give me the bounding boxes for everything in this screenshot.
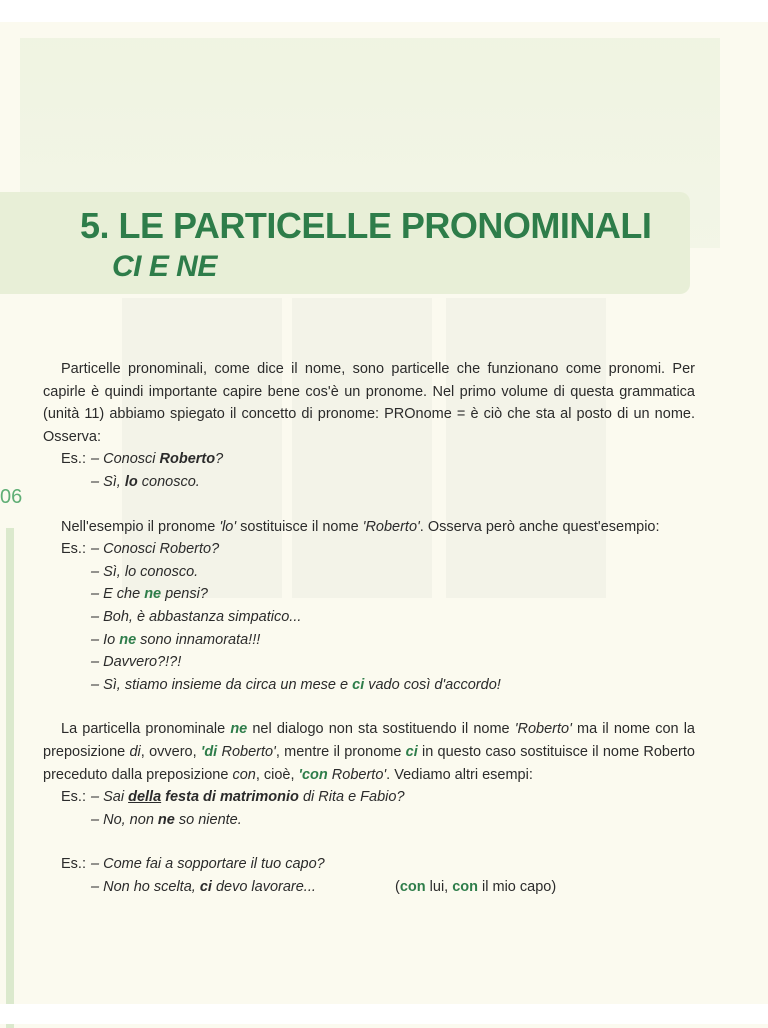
- example-line: [43, 606, 695, 629]
- scan-bottom-margin: [0, 1004, 768, 1024]
- example-label: Es.:: [61, 856, 86, 873]
- example-text: – Non ho scelta, ci devo lavorare...: [91, 878, 316, 895]
- example-line: [43, 448, 695, 471]
- example-text: – Conosci Roberto?: [91, 541, 220, 558]
- example-text: – Conosci Roberto?: [91, 451, 224, 468]
- example-line: [43, 876, 695, 899]
- example-text: – Boh, è abbastanza simpatico...: [91, 608, 302, 625]
- body-text: [43, 358, 695, 898]
- example-note: (con lui, con il mio capo): [395, 878, 557, 895]
- title-text: LE PARTICELLE PRONOMINALI: [118, 205, 652, 246]
- margin-bar: [6, 528, 14, 1028]
- example-text: – No, non ne so niente.: [91, 811, 242, 828]
- page-title: [80, 204, 651, 286]
- example-line: [43, 471, 695, 494]
- example-line: [43, 583, 695, 606]
- example-text: – Sì, lo conosco.: [91, 473, 200, 490]
- example-line: [43, 674, 695, 697]
- page-number: 06: [0, 486, 23, 508]
- example-line: [43, 786, 695, 809]
- example-text: – E che ne pensi?: [91, 586, 208, 603]
- example-line: [43, 651, 695, 674]
- example-text: – Davvero?!?!: [91, 654, 182, 671]
- example-line: [43, 629, 695, 652]
- unit-number: 5.: [80, 205, 110, 246]
- intro-paragraph: Particelle pronominali, come dice il nome, sono particelle che funzionano come pronomi. Per capirle è quindi importante capire bene cos'è un pronome. Nel primo volume di questa grammatica (unità 11) abbiamo spiegato il concetto di pronome: PROnome = è ciò che sta al posto di un nome. Osserva:: [43, 361, 695, 445]
- paragraph: La particella pronominale ne nel dialogo non sta sostituendo il nome 'Roberto' ma il nome con la preposizione di, ovvero, 'di Roberto', mentre il pronome ci in questo caso sostituisce il nome Roberto preceduto dalla preposizione con, cioè, 'con Roberto'. Vediamo altri esempi:: [43, 721, 695, 783]
- scan-top-margin: [0, 0, 768, 22]
- example-line: [43, 561, 695, 584]
- example-line: [43, 809, 695, 832]
- example-text: – Sai della festa di matrimonio di Rita e Fabio?: [91, 789, 405, 806]
- example-label: Es.:: [61, 451, 86, 468]
- example-line: [43, 538, 695, 561]
- example-label: Es.:: [61, 789, 86, 806]
- example-line: [43, 853, 695, 876]
- paragraph: Nell'esempio il pronome 'lo' sostituisce il nome 'Roberto'. Osserva però anche quest'esempio:: [61, 518, 660, 535]
- title-line-2: CI E NE: [112, 250, 217, 283]
- title-line-1: [80, 204, 651, 248]
- example-label: Es.:: [61, 541, 86, 558]
- example-text: – Sì, lo conosco.: [91, 563, 199, 580]
- example-text: – Sì, stiamo insieme da circa un mese e ci vado così d'accordo!: [91, 676, 501, 693]
- example-text: – Come fai a sopportare il tuo capo?: [91, 856, 325, 873]
- example-text: – Io ne sono innamorata!!!: [91, 631, 261, 648]
